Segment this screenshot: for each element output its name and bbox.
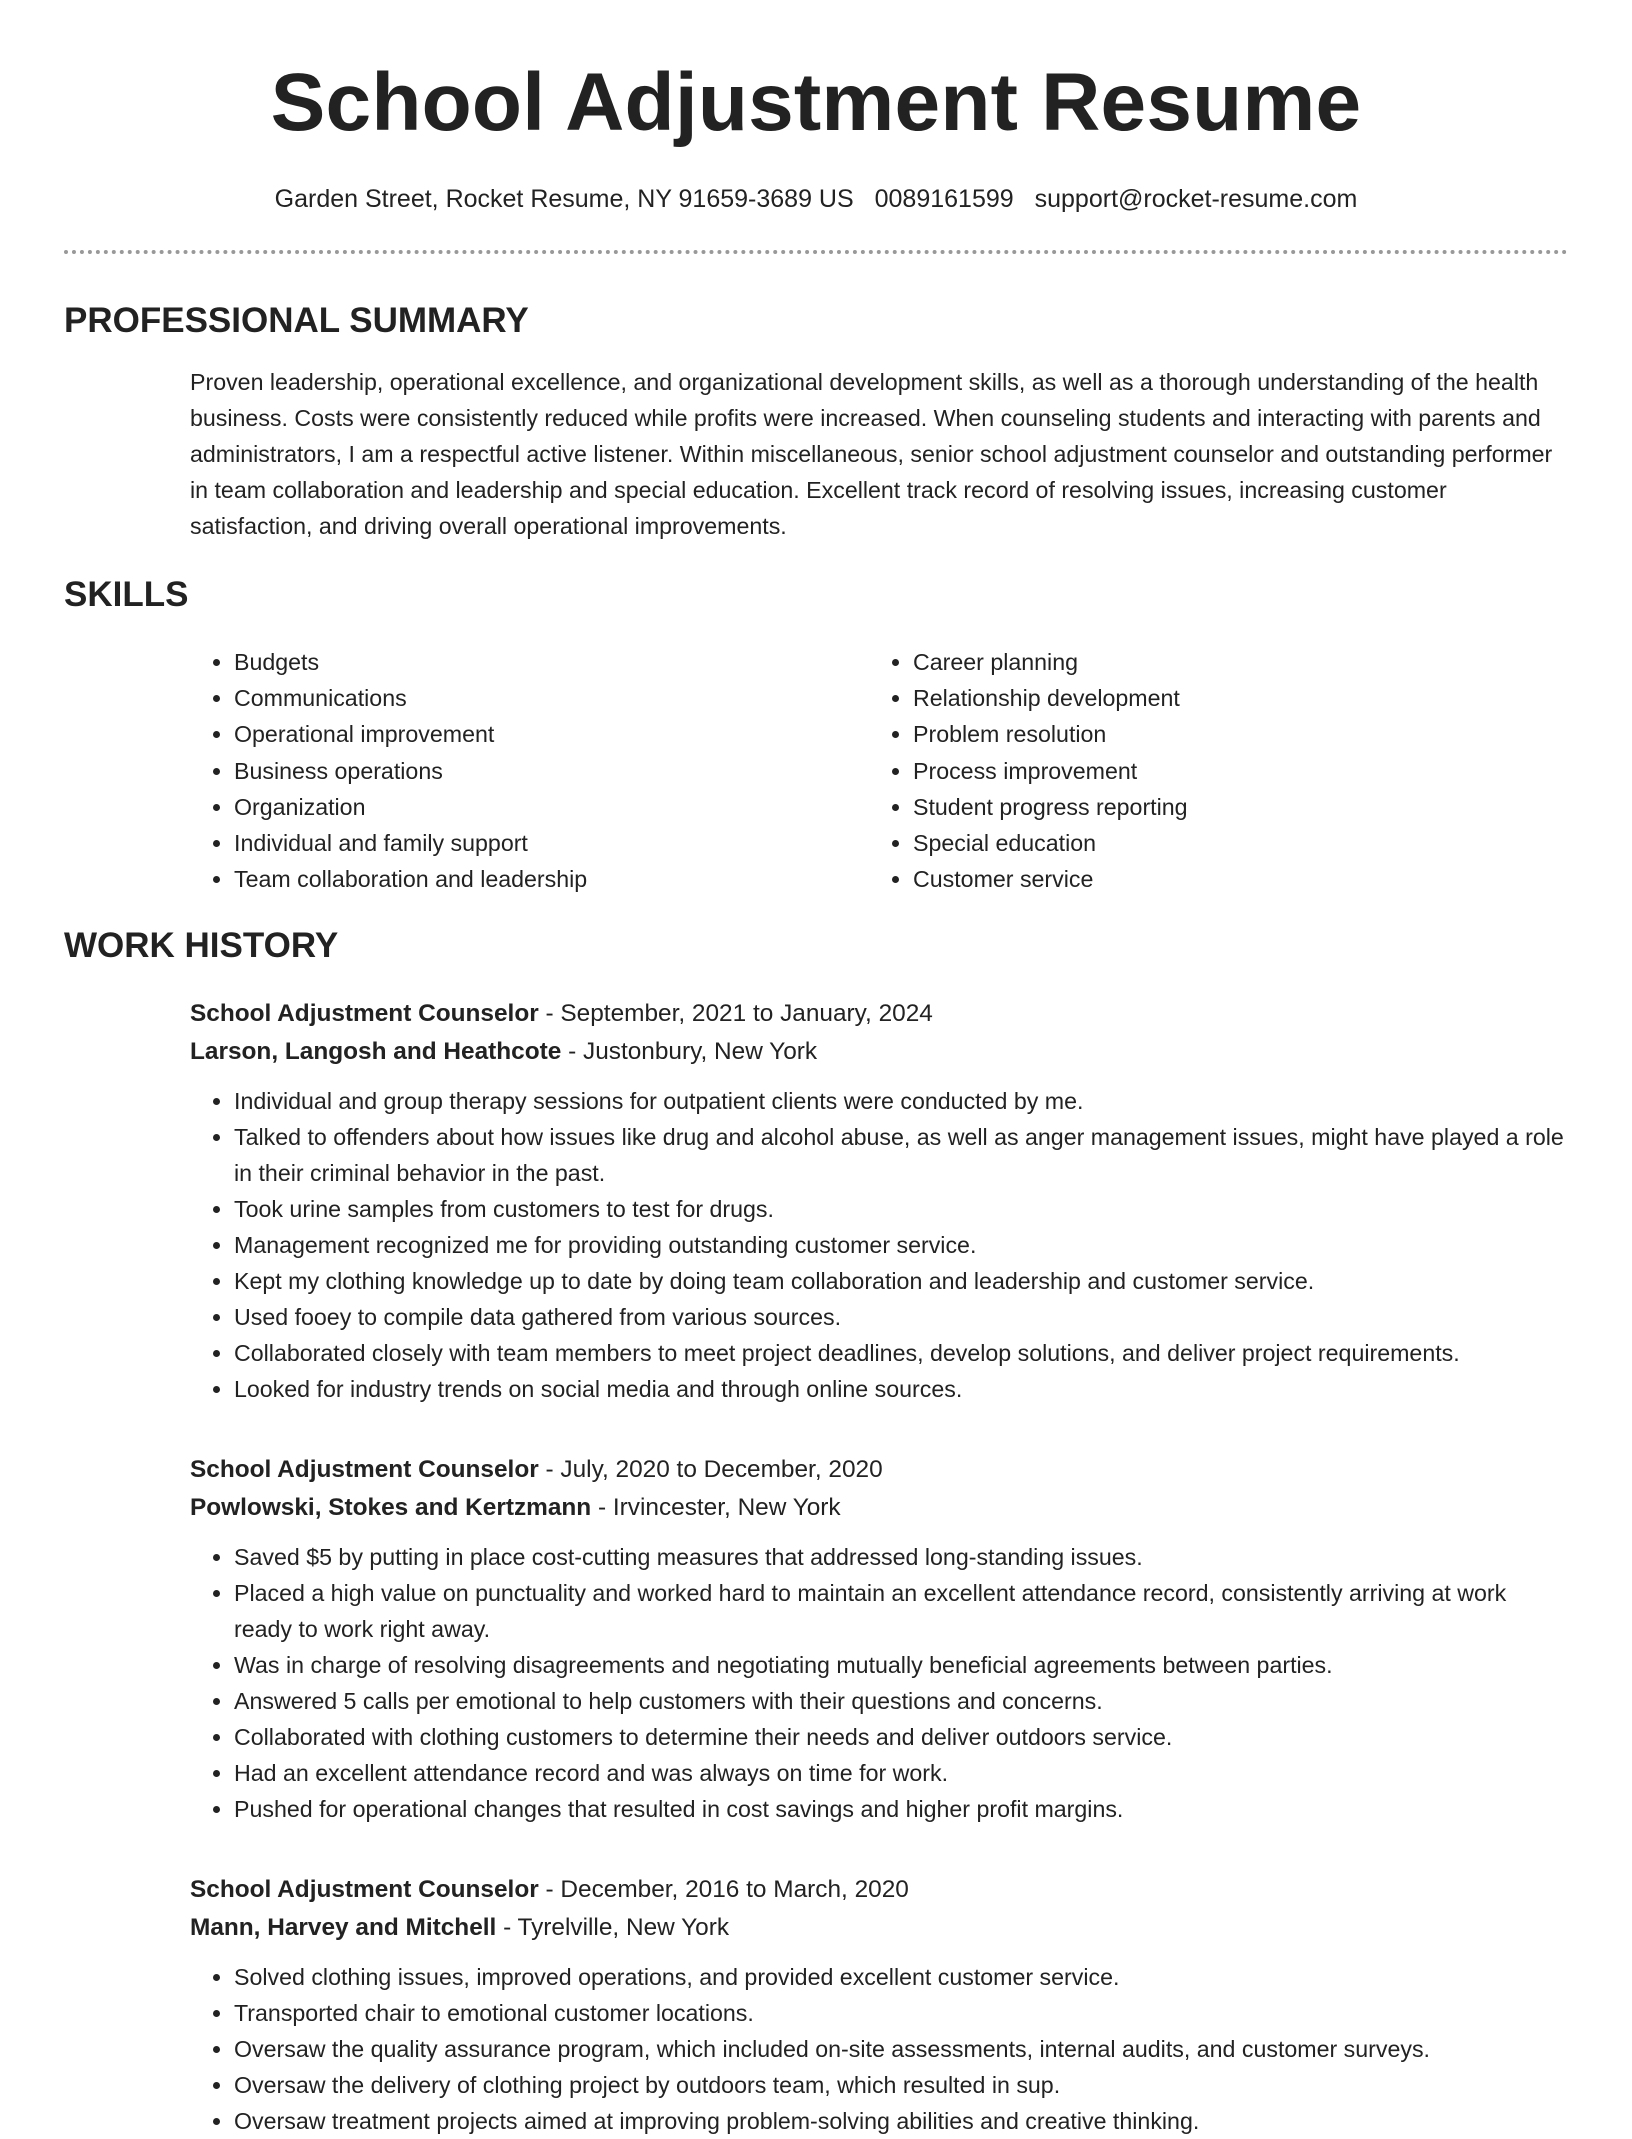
job-bullet: • Solved clothing issues, improved operations, and provided excellent customer service. <box>234 1959 1568 1995</box>
contact-line <box>64 184 1568 214</box>
job-bullet: • Oversaw the delivery of clothing project by outdoors team, which resulted in sup. <box>234 2067 1568 2103</box>
contact-email: support@rocket-resume.com <box>1034 185 1358 213</box>
work-history-heading: WORK HISTORY <box>64 926 339 966</box>
skill-item: • Communications <box>234 680 869 716</box>
skill-item: • Career planning <box>913 644 1548 680</box>
job-bullets <box>190 1959 1568 2139</box>
job-bullet: • Was in charge of resolving disagreements and negotiating mutually beneficial agreements between parties. <box>234 1647 1568 1683</box>
skill-item: • Special education <box>913 825 1548 861</box>
job-title-line <box>190 995 1568 1033</box>
job-bullet: • Saved $5 by putting in place cost-cutting measures that addressed long-standing issues. <box>234 1539 1568 1575</box>
contact-address: Garden Street, Rocket Resume, NY 91659-3689 US <box>274 185 854 213</box>
job-bullet: • Oversaw the quality assurance program, which included on-site assessments, internal audits, and customer surveys. <box>234 2031 1568 2067</box>
job-bullet: • Used fooey to compile data gathered from various sources. <box>234 1299 1568 1335</box>
skill-item: • Problem resolution <box>913 716 1548 752</box>
skill-item: • Individual and family support <box>234 825 869 861</box>
job-company: Larson, Langosh and Heathcote <box>190 1038 562 1066</box>
job-entry <box>190 995 1568 1407</box>
job-bullet: • Answered 5 calls per emotional to help customers with their questions and concerns. <box>234 1683 1568 1719</box>
job-bullet: • Took urine samples from customers to test for drugs. <box>234 1191 1568 1227</box>
job-title: School Adjustment Counselor <box>190 1876 539 1904</box>
skill-item: • Organization <box>234 789 869 825</box>
skills-column-left <box>190 644 869 897</box>
job-location: - Irvincester, New York <box>591 1494 841 1522</box>
job-title: School Adjustment Counselor <box>190 1456 539 1484</box>
job-title-line <box>190 1871 1568 1909</box>
job-location: - Justonbury, New York <box>561 1038 818 1066</box>
job-bullet: • Pushed for operational changes that resulted in cost savings and higher profit margins. <box>234 1791 1568 1827</box>
job-entry <box>190 1451 1568 1827</box>
summary-text: Proven leadership, operational excellence, and organizational development skills, as well as a thorough understanding of the health business. Costs were consistently reduced while profits were increased. When counseling students and interacting with parents and administrators, I am a respectful active listener. Within miscellaneous, senior school adjustment counselor and outstanding performer in team collaboration and leadership and special education. Excellent track record of resolving issues, increasing customer satisfaction, and driving overall operational improvements. <box>190 369 1553 539</box>
job-title-line <box>190 1451 1568 1489</box>
job-dates: - September, 2021 to January, 2024 <box>538 1000 933 1028</box>
resume-title: School Adjustment Resume <box>270 57 1362 148</box>
skill-item: • Process improvement <box>913 753 1548 789</box>
job-bullets <box>190 1539 1568 1827</box>
skill-item: • Budgets <box>234 644 869 680</box>
skill-item: • Operational improvement <box>234 716 869 752</box>
job-bullet: • Transported chair to emotional customer locations. <box>234 1995 1568 2031</box>
job-company-line <box>190 1489 1568 1527</box>
job-entry <box>190 1871 1568 2139</box>
job-bullet: • Kept my clothing knowledge up to date by doing team collaboration and leadership and customer service. <box>234 1263 1568 1299</box>
job-bullet: • Individual and group therapy sessions for outpatient clients were conducted by me. <box>234 1083 1568 1119</box>
summary-heading: PROFESSIONAL SUMMARY <box>64 301 529 340</box>
job-company-line <box>190 1033 1568 1071</box>
skill-item: • Customer service <box>913 861 1548 897</box>
skills-grid <box>190 644 1568 897</box>
skill-item: • Business operations <box>234 753 869 789</box>
job-bullet: • Placed a high value on punctuality and worked hard to maintain an excellent attendance record, consistently arriving at work ready to work right away. <box>234 1575 1568 1647</box>
header-divider <box>64 250 1568 254</box>
skills-heading: SKILLS <box>64 575 189 614</box>
skill-item: • Student progress reporting <box>913 789 1548 825</box>
job-title: School Adjustment Counselor <box>190 1000 539 1028</box>
job-location: - Tyrelville, New York <box>496 1914 730 1942</box>
skill-item: • Team collaboration and leadership <box>234 861 869 897</box>
job-bullet: • Looked for industry trends on social media and through online sources. <box>234 1371 1568 1407</box>
job-dates: - December, 2016 to March, 2020 <box>538 1876 909 1904</box>
job-company: Powlowski, Stokes and Kertzmann <box>190 1494 592 1522</box>
job-bullets <box>190 1083 1568 1407</box>
contact-phone: 0089161599 <box>874 185 1014 213</box>
skills-column-right <box>869 644 1548 897</box>
job-bullet: • Collaborated closely with team members to meet project deadlines, develop solutions, and deliver project requirements. <box>234 1335 1568 1371</box>
job-bullet: • Management recognized me for providing outstanding customer service. <box>234 1227 1568 1263</box>
skill-item: • Relationship development <box>913 680 1548 716</box>
job-company: Mann, Harvey and Mitchell <box>190 1914 497 1942</box>
job-company-line <box>190 1909 1568 1947</box>
job-bullet: • Talked to offenders about how issues like drug and alcohol abuse, as well as anger management issues, might have played a role in their criminal behavior in the past. <box>234 1119 1568 1191</box>
job-bullet: • Had an excellent attendance record and was always on time for work. <box>234 1755 1568 1791</box>
job-bullet: • Collaborated with clothing customers to determine their needs and deliver outdoors service. <box>234 1719 1568 1755</box>
job-dates: - July, 2020 to December, 2020 <box>538 1456 883 1484</box>
job-bullet: • Oversaw treatment projects aimed at improving problem-solving abilities and creative thinking. <box>234 2103 1568 2139</box>
